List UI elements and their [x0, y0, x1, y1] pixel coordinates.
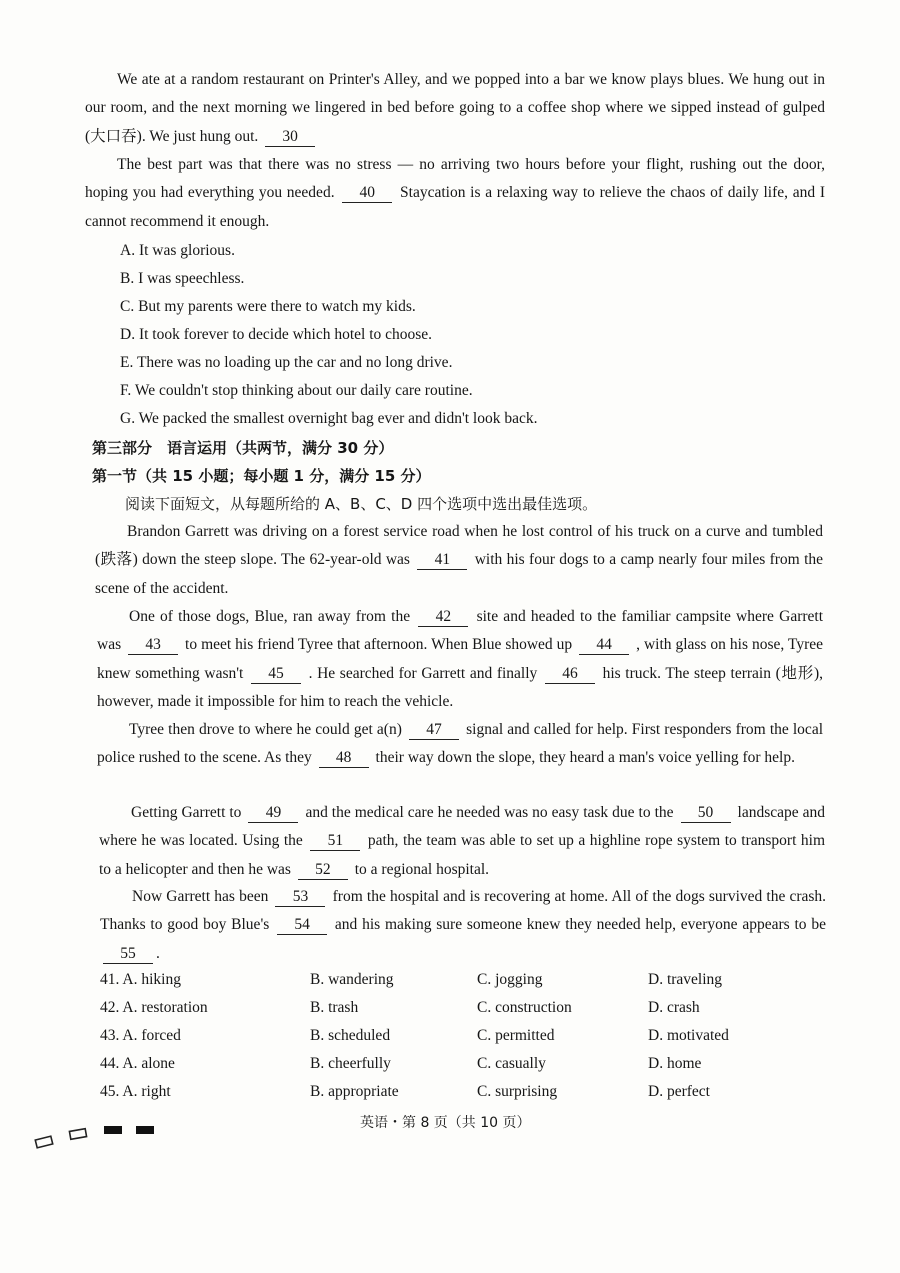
choice-c[interactable]: C. casually	[477, 1055, 546, 1072]
answer-blank-30: 30	[265, 128, 315, 147]
cloze-paragraph-1	[95, 518, 823, 603]
paragraph-text: from the hospital and is recovering at home. All of the dogs survived the crash. Thanks to good boy Blue's	[100, 888, 827, 934]
paragraph-text: Brandon Garrett was driving on a forest service road when he lost control of his truck on a curve and tumbled (跌落) down the steep slope. The 62-year-old was	[95, 523, 823, 569]
choice-b[interactable]: B. wandering	[310, 971, 394, 988]
paragraph-text: to meet his friend Tyree that afternoon. When Blue showed up	[185, 636, 573, 654]
passage-paragraph-1	[85, 66, 825, 151]
answer-blank-50: 50	[681, 804, 731, 823]
page-number-text: 英语・第 8 页（共 10 页）	[360, 1115, 531, 1131]
page-footer	[0, 1110, 900, 1140]
answer-blank-52: 52	[298, 861, 348, 880]
paragraph-text: with his four dogs to a camp nearly four miles from the scene of the accident.	[95, 551, 824, 597]
option-e: E. There was no loading up the car and no long drive.	[120, 354, 453, 371]
paragraph-text: signal and called for help. First responders from the local police rushed to the scene. As they	[97, 721, 823, 767]
choice-a[interactable]: A. restoration	[122, 999, 208, 1016]
choice-b[interactable]: B. appropriate	[310, 1083, 399, 1100]
paragraph-text: Getting Garrett to	[131, 804, 242, 821]
choice-c[interactable]: C. surprising	[477, 1083, 558, 1100]
cloze-paragraph-3	[97, 716, 823, 773]
answer-blank-44: 44	[579, 636, 629, 655]
question-43	[100, 1022, 860, 1050]
paragraph-text: and his making sure someone knew they needed help, everyone appears to be	[334, 916, 826, 934]
question-45	[100, 1078, 860, 1106]
choice-c[interactable]: C. permitted	[477, 1027, 555, 1044]
question-44	[100, 1050, 860, 1078]
cloze-paragraph-2	[97, 603, 823, 716]
answer-blank-55: 55	[103, 945, 153, 964]
option-b: B. I was speechless.	[120, 270, 245, 287]
paragraph-text: landscape and where he was located. Using the	[99, 804, 826, 850]
paragraph-text: their way down the slope, they heard a man's voice yelling for help.	[375, 749, 795, 767]
answer-blank-45: 45	[251, 665, 301, 684]
option-d: D. It took forever to decide which hotel to choose.	[120, 326, 433, 343]
choice-d[interactable]: D. home	[648, 1055, 702, 1072]
option-g: G. We packed the smallest overnight bag ever and didn't look back.	[120, 410, 538, 427]
choice-c[interactable]: C. jogging	[477, 971, 543, 988]
answer-blank-53: 53	[275, 888, 325, 907]
option-f: F. We couldn't stop thinking about our daily care routine.	[120, 382, 473, 399]
choice-b[interactable]: B. trash	[310, 999, 359, 1016]
paragraph-text: We ate at a random restaurant on Printer's Alley, and we popped into a bar we know plays blues. We hung out in our room, and the next morning we lingered in bed before going to a coffee shop where we sipped instead of gulped (大口吞). We just hung out.	[85, 71, 825, 145]
paragraph-text: his truck. The steep terrain (地形), however, made it impossible for him to reach the vehicle.	[97, 664, 824, 710]
answer-blank-51: 51	[310, 832, 360, 851]
paragraph-text: site and headed to the familiar campsite where Garrett was	[97, 608, 824, 654]
paragraph-text: One of those dogs, Blue, ran away from the	[129, 608, 411, 625]
choice-b[interactable]: B. cheerfully	[310, 1055, 391, 1072]
paragraph-text: .	[156, 944, 160, 962]
answer-blank-48: 48	[319, 749, 369, 768]
answer-blank-42: 42	[418, 608, 468, 627]
choice-a[interactable]: A. right	[122, 1083, 171, 1100]
question-number: 41.	[100, 971, 120, 988]
answer-blank-43: 43	[128, 636, 178, 655]
choice-a[interactable]: A. forced	[122, 1027, 181, 1044]
option-c: C. But my parents were there to watch my kids.	[120, 298, 416, 315]
choice-b[interactable]: B. scheduled	[310, 1027, 391, 1044]
question-number: 45.	[100, 1083, 120, 1100]
choice-d[interactable]: D. crash	[648, 999, 700, 1016]
choice-d[interactable]: D. motivated	[648, 1027, 729, 1044]
answer-blank-40: 40	[342, 184, 392, 203]
answer-blank-46: 46	[545, 665, 595, 684]
answer-blank-41: 41	[417, 551, 467, 570]
question-41	[100, 966, 860, 994]
answer-blank-47: 47	[409, 721, 459, 740]
question-number: 43.	[100, 1027, 120, 1044]
choice-c[interactable]: C. construction	[477, 999, 572, 1016]
subsection-heading: 第一节（共 15 小题；每小题 1 分，满分 15 分）	[92, 467, 431, 485]
choice-d[interactable]: D. perfect	[648, 1083, 710, 1100]
paragraph-text: and the medical care he needed was no easy task due to the	[305, 804, 674, 821]
paragraph-text: . He searched for Garrett and finally	[308, 664, 538, 682]
passage-paragraph-2	[85, 151, 825, 236]
scan-marks-icon	[30, 1116, 170, 1156]
paragraph-text: Tyree then drove to where he could get a(n)	[129, 721, 402, 738]
paragraph-text: Staycation is a relaxing way to relieve the chaos of daily life, and I cannot recommend it enough.	[85, 184, 826, 230]
section-heading: 第三部分 语言运用（共两节，满分 30 分）	[92, 439, 394, 457]
paragraph-text: to a regional hospital.	[354, 860, 490, 878]
answer-blank-49: 49	[248, 804, 298, 823]
cloze-paragraph-4	[99, 799, 825, 884]
question-number: 42.	[100, 999, 120, 1016]
choice-a[interactable]: A. alone	[122, 1055, 175, 1072]
answer-blank-54: 54	[277, 916, 327, 935]
paragraph-text: , with glass on his nose, Tyree knew something wasn't	[97, 636, 823, 682]
question-number: 44.	[100, 1055, 120, 1072]
instruction-text: 阅读下面短文，从每题所给的 A、B、C、D 四个选项中选出最佳选项。	[125, 495, 598, 513]
paragraph-text: The best part was that there was no stress — no arriving two hours before your flight, rushing out the door, hoping you had everything you needed.	[85, 156, 825, 202]
cloze-paragraph-5	[100, 883, 826, 968]
choice-d[interactable]: D. traveling	[648, 971, 723, 988]
paragraph-text: Now Garrett has been	[132, 888, 269, 905]
question-42	[100, 994, 860, 1022]
choice-a[interactable]: A. hiking	[122, 971, 181, 988]
paragraph-text: path, the team was able to set up a highline rope system to transport him to a helicopter and then he was	[99, 832, 826, 878]
option-a: A. It was glorious.	[120, 242, 235, 259]
